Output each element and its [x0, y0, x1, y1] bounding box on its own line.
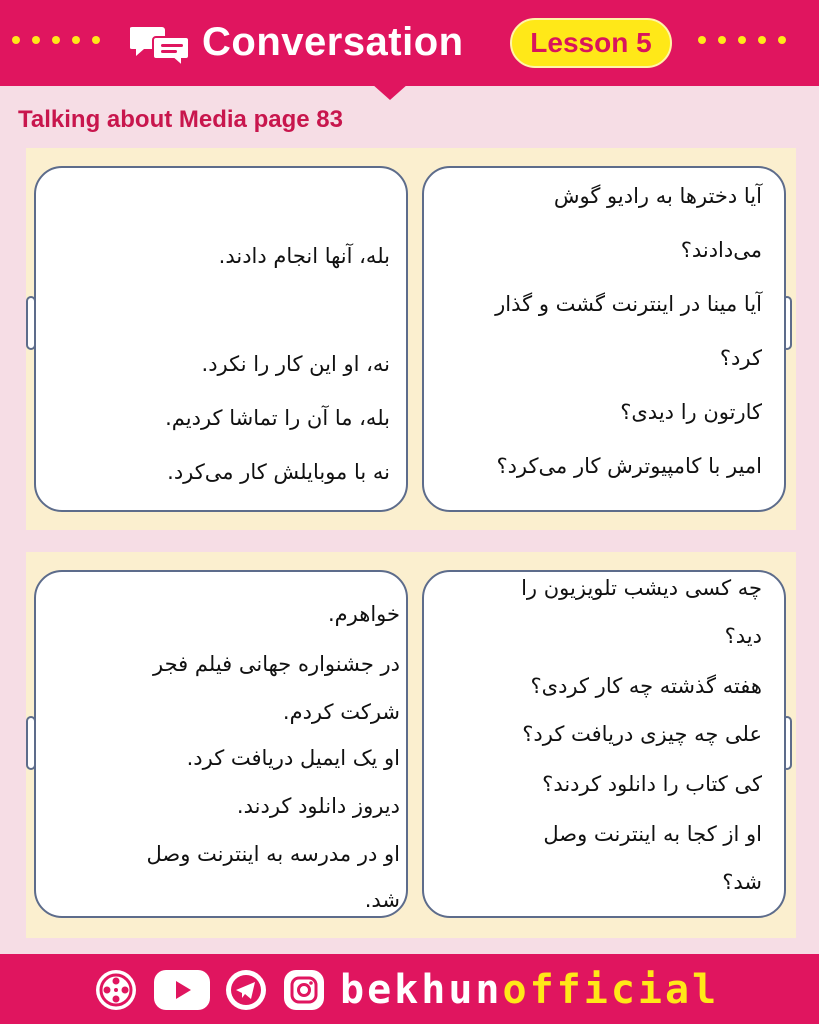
answer-line: بله، آنها انجام دادند. — [218, 244, 390, 268]
question-line: دید؟ — [724, 624, 762, 648]
brand-name-part2: official — [502, 967, 720, 1013]
answer-line: او یک ایمیل دریافت کرد. — [186, 746, 400, 770]
section-subtitle: Talking about Media page 83 — [18, 106, 343, 133]
answer-line: خواهرم. — [327, 602, 400, 626]
lesson-badge: Lesson 5 — [510, 18, 672, 68]
question-line: امیر با کامپیوترش کار می‌کرد؟ — [496, 454, 762, 478]
question-line: آیا دخترها به رادیو گوش — [553, 184, 762, 208]
question-line: شد؟ — [722, 870, 762, 894]
question-line: کرد؟ — [719, 346, 762, 370]
answer-line: شد. — [364, 888, 400, 912]
question-line: کی کتاب را دانلود کردند؟ — [542, 772, 762, 796]
question-line: علی چه چیزی دریافت کرد؟ — [522, 722, 762, 746]
question-line: او از کجا به اینترنت وصل — [543, 822, 762, 846]
brand-name — [340, 960, 719, 1020]
question-line: کارتون را دیدی؟ — [620, 400, 762, 424]
question-line: چه کسی دیشب تلویزیون را — [521, 576, 762, 600]
answer-line: شرکت کردم. — [282, 700, 400, 724]
question-line: آیا مینا در اینترنت گشت و گذار — [495, 292, 762, 316]
telegram-icon[interactable] — [226, 970, 266, 1010]
decorative-dots-right — [698, 36, 786, 44]
brand-name-part1: bekhun — [340, 967, 503, 1013]
question-line: هفته گذشته چه کار کردی؟ — [530, 674, 762, 698]
decorative-dots-left — [12, 36, 100, 44]
instagram-icon[interactable] — [284, 970, 324, 1010]
answer-line: بله، ما آن را تماشا کردیم. — [165, 406, 390, 430]
youtube-icon[interactable] — [154, 970, 210, 1010]
question-line: می‌دادند؟ — [680, 238, 762, 262]
film-reel-icon[interactable] — [96, 970, 136, 1010]
answer-line: نه، او این کار را نکرد. — [201, 352, 390, 376]
answer-line: دیروز دانلود کردند. — [236, 794, 400, 818]
answer-line: در جشنواره جهانی فیلم فجر — [153, 652, 400, 676]
page-title: Conversation — [202, 20, 464, 64]
chat-bubbles-icon — [130, 24, 190, 66]
answer-line: او در مدرسه به اینترنت وصل — [146, 842, 400, 866]
answer-line: نه با موبایلش کار می‌کرد. — [167, 460, 390, 484]
header-notch — [372, 84, 408, 100]
